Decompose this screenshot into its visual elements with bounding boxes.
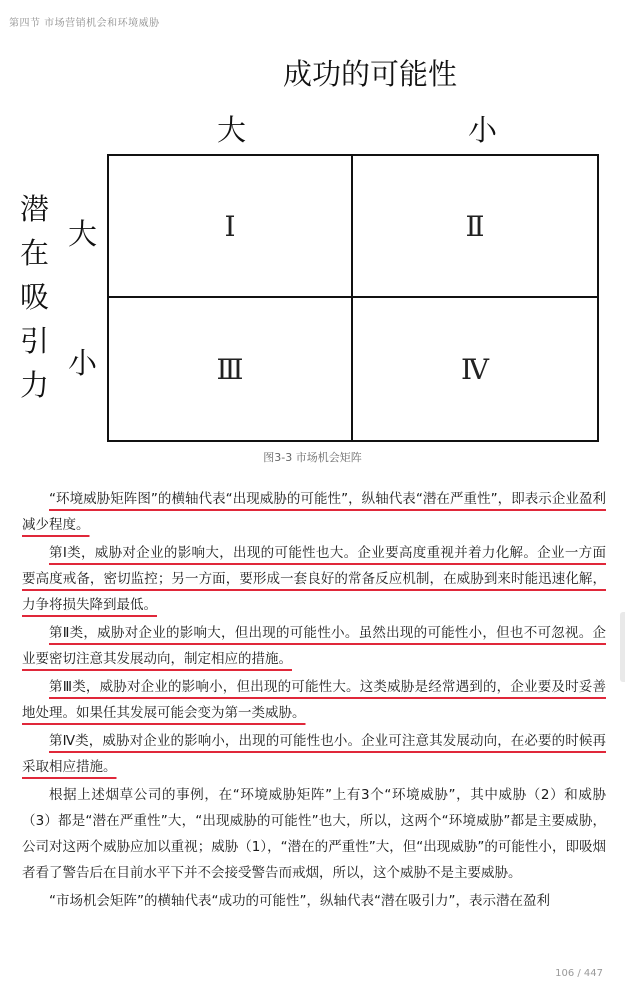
highlighted-text: 第Ⅲ类，威胁对企业的影响小，但出现的可能性大。这类威胁是经常遇到的，企业要及时妥善地处理。如果任其发展可能会变为第一类威胁。 xyxy=(22,679,606,721)
x-axis-high-label: 大 xyxy=(217,113,247,147)
highlighted-text: 第Ⅳ类，威胁对企业的影响小，出现的可能性也小。企业可注意其发展动向，在必要的时候再采取相应措施。 xyxy=(22,733,606,775)
market-opportunity-matrix-figure xyxy=(20,44,605,444)
paragraph xyxy=(22,540,606,618)
body-text xyxy=(22,486,606,916)
highlighted-text: 第Ⅰ类，威胁对企业的影响大，出现的可能性也大。企业要高度重视并着力化解。企业一方面要高度戒备，密切监控；另一方面，要形成一套良好的常备反应机制，在威胁到来时能迅速化解，力争将损失降到最低。 xyxy=(22,545,606,613)
y-axis-high-label: 大 xyxy=(68,217,98,251)
figure-title: 成功的可能性 xyxy=(282,57,457,91)
paragraph xyxy=(22,620,606,672)
quadrant-1: Ⅰ xyxy=(109,156,353,298)
chapter-header: 第四节 市场营销机会和环境威胁 xyxy=(9,18,160,29)
page-indicator: 106 / 447 xyxy=(555,968,603,979)
y-axis-title: 潜在吸引力 xyxy=(20,192,50,402)
side-scroll-handle[interactable] xyxy=(620,612,625,682)
x-axis-low-label: 小 xyxy=(468,113,498,147)
quadrant-3: Ⅲ xyxy=(109,298,353,440)
quadrant-2: Ⅱ xyxy=(353,156,597,298)
paragraph xyxy=(22,486,606,538)
paragraph: “市场机会矩阵”的横轴代表“成功的可能性”，纵轴代表“潜在吸引力”，表示潜在盈利 xyxy=(49,893,550,909)
figure-caption: 图3-3 市场机会矩阵 xyxy=(263,451,362,464)
paragraph: 根据上述烟草公司的事例，在“环境威胁矩阵”上有3个“环境威胁”，其中威胁（2）和威胁（3）都是“潜在严重性”大，“出现威胁的可能性”也大，所以，这两个“环境威胁”都是主要威胁，公司对这两个威胁应加以重视；威胁（1），“潜在的严重性”大，但“出现威胁”的可能性小，即吸烟者看了警告后在目前水平下并不会接受警告而戒烟，所以，这个威胁不是主要威胁。 xyxy=(22,787,606,881)
highlighted-text: “环境威胁矩阵图”的横轴代表“出现威胁的可能性”，纵轴代表“潜在严重性”，即表示企业盈利减少程度。 xyxy=(22,491,606,533)
quadrant-4: Ⅳ xyxy=(461,352,489,386)
highlighted-text: 第Ⅱ类，威胁对企业的影响大，但出现的可能性小。虽然出现的可能性小，但也不可忽视。企业要密切注意其发展动向，制定相应的措施。 xyxy=(22,625,606,667)
paragraph xyxy=(22,674,606,726)
paragraph xyxy=(22,728,606,780)
y-axis-low-label: 小 xyxy=(68,346,98,380)
matrix-grid xyxy=(107,154,599,442)
